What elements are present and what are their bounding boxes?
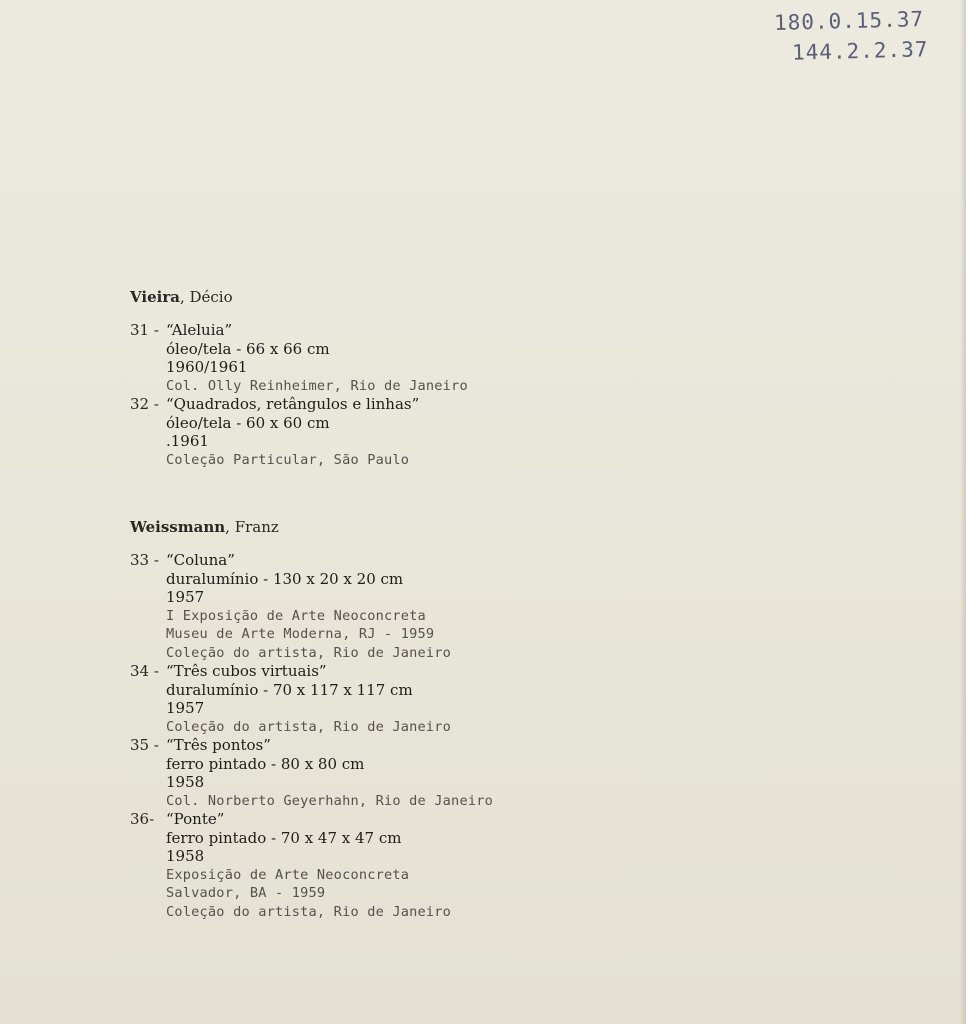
- entry-body: [166, 662, 650, 736]
- entry-note: Coleção do artista, Rio de Janeiro: [166, 644, 452, 661]
- catalog-entry: [130, 395, 650, 469]
- entry-title: “Três pontos”: [166, 736, 271, 754]
- entry-date: 1958: [166, 773, 205, 791]
- handwritten-note: 180.0.15.37: [773, 7, 925, 35]
- entry-note: Coleção Particular, São Paulo: [166, 451, 410, 468]
- entry-note: Exposição de Arte Neoconcreta: [166, 866, 410, 883]
- entry-date: 1957: [166, 588, 205, 606]
- entry-title: “Três cubos virtuais”: [166, 662, 327, 680]
- entry-medium: óleo/tela - 66 x 66 cm: [166, 339, 330, 358]
- entry-number: 32 -: [130, 395, 159, 413]
- entry-date: 1957: [166, 699, 205, 717]
- entry-note: Col. Norberto Geyerhahn, Rio de Janeiro: [166, 792, 493, 809]
- entry-note: Salvador, BA - 1959: [166, 885, 326, 901]
- artist-heading: [130, 287, 650, 307]
- entry-date: .1961: [166, 432, 209, 450]
- handwritten-note: 144.2.2.37: [791, 37, 929, 65]
- entry-body: [166, 551, 650, 662]
- entry-number: 31 -: [130, 321, 159, 339]
- entry-date: 1958: [166, 847, 205, 865]
- entry-medium: duralumínio - 70 x 117 x 117 cm: [166, 680, 413, 699]
- entry-medium: óleo/tela - 60 x 60 cm: [166, 413, 330, 432]
- entry-title: “Coluna”: [166, 551, 235, 569]
- entry-body: [166, 736, 650, 810]
- entry-medium: ferro pintado - 80 x 80 cm: [166, 754, 365, 773]
- artist-surname: Weissmann: [130, 518, 226, 536]
- catalog-entry: [130, 662, 650, 736]
- entry-body: [166, 321, 650, 395]
- entry-medium: ferro pintado - 70 x 47 x 47 cm: [166, 828, 402, 847]
- entry-body: [166, 810, 650, 921]
- artist-heading: [130, 517, 650, 537]
- entry-number: 33 -: [130, 551, 159, 569]
- entry-title: “Ponte”: [166, 810, 225, 828]
- catalog-entry: [130, 551, 650, 662]
- catalog-entry: [130, 810, 650, 921]
- entry-note: Coleção do artista, Rio de Janeiro: [166, 903, 452, 920]
- entry-medium: duralumínio - 130 x 20 x 20 cm: [166, 569, 404, 588]
- entry-note: Col. Olly Reinheimer, Rio de Janeiro: [166, 377, 468, 394]
- entry-number: 34 -: [130, 662, 159, 680]
- catalog-content: [130, 287, 650, 921]
- entry-note: Coleção do artista, Rio de Janeiro: [166, 718, 452, 735]
- entry-title: “Quadrados, retângulos e linhas”: [166, 395, 420, 413]
- entry-date: 1960/1961: [166, 358, 248, 376]
- entry-number: 36-: [130, 810, 155, 828]
- entry-title: “Aleluia”: [166, 321, 233, 339]
- catalog-entry: [130, 736, 650, 810]
- entry-body: [166, 395, 650, 469]
- entry-note: I Exposição de Arte Neoconcreta: [166, 607, 426, 624]
- artist-given-name: , Franz: [225, 518, 279, 536]
- artist-surname: Vieira: [130, 288, 180, 306]
- catalog-entry: [130, 321, 650, 395]
- entry-note: Museu de Arte Moderna, RJ - 1959: [166, 626, 435, 642]
- entry-number: 35 -: [130, 736, 159, 754]
- artist-given-name: , Décio: [179, 288, 233, 306]
